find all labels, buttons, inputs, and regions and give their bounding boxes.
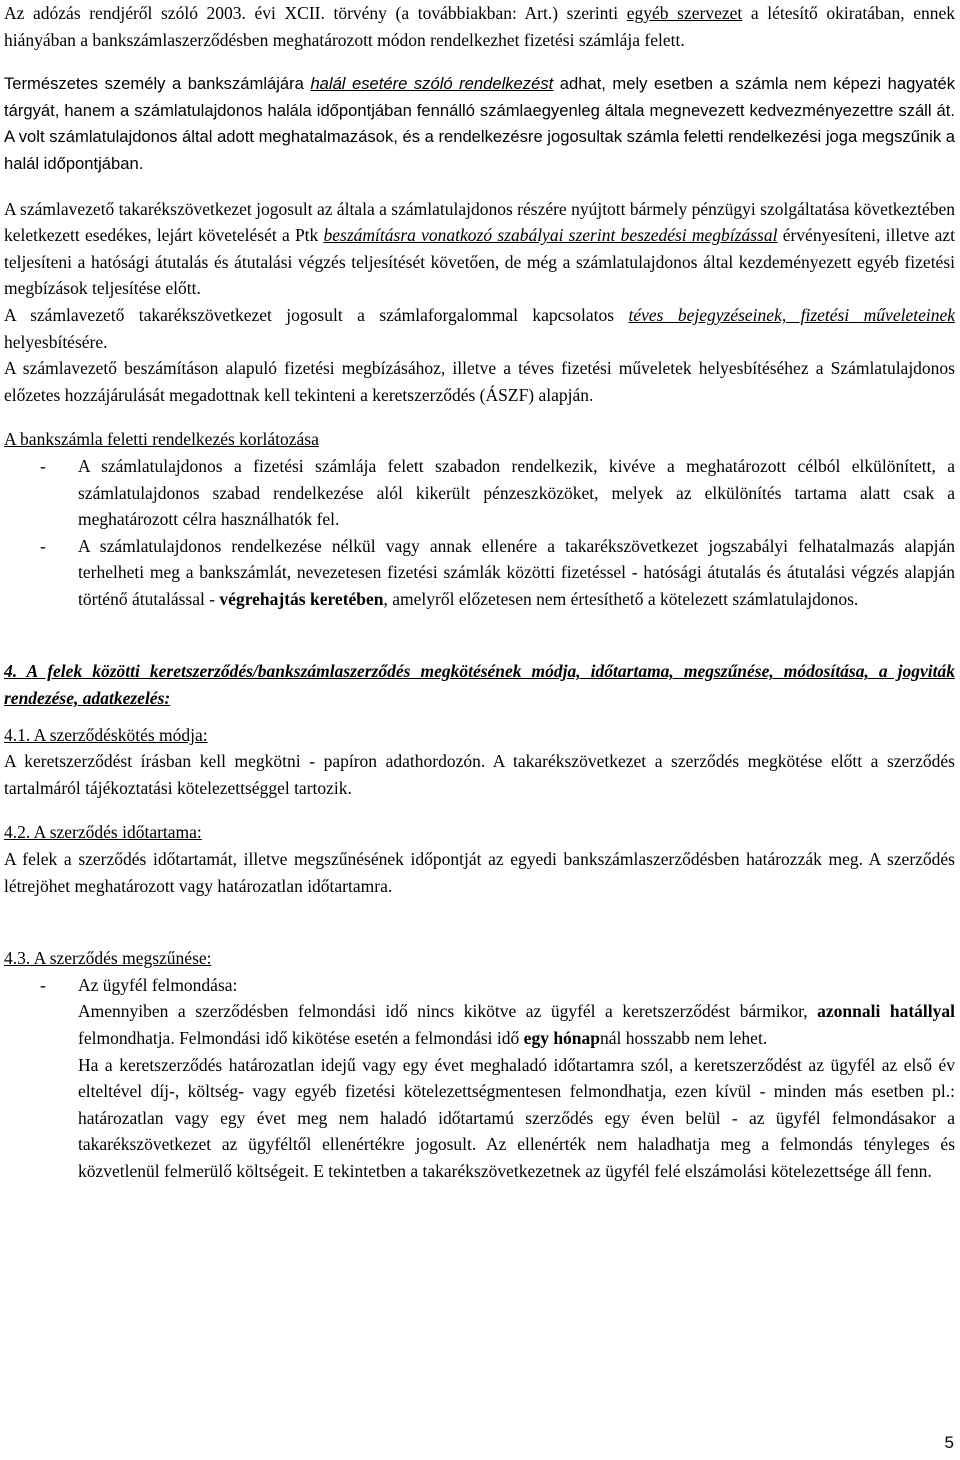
section-4-1-text: A keretszerződést írásban kell megkötni - papíron adathordozón. A takarékszövetkezet a szerződés megkötése előtt a szerződés tartalmáról tájékoztatási kötelezettséggel tartozik.	[4, 751, 955, 798]
restriction-title: A bankszámla feletti rendelkezés korlátozása	[4, 429, 319, 450]
section-4-3-title: 4.3. A szerződés megszűnése:	[4, 948, 212, 969]
intro-paragraph: Az adózás rendjéről szóló 2003. évi XCII. törvény (a továbbiakban: Art.) szerinti egyéb szervezet a létesítő okiratában, ennek hiányában a bankszámlaszerződésben meghatározott módon rendelkezhet fizetési számlája felett.	[4, 3, 956, 50]
section-4-1-title: 4.1. A szerződéskötés módja:	[4, 724, 208, 745]
death-provision-paragraph: Természetes személy a bankszámlájára halál esetére szóló rendelkezést adhat, mely esetben a számla nem képezi hagyaték tárgyát, hanem a számlatulajdonos halála időpontjában fennálló számlaegyenleg általa megnevezett kedvezményezettre száll át. A volt számlatulajdonos által adott meghatalmazások, és a rendelkezésre jogosultak számla feletti rendelkezési joga megszűnik a halál időpontjában.	[4, 74, 955, 173]
one-month-term: egy hónap	[523, 1028, 601, 1048]
setoff-paragraph: A számlavezető takarékszövetkezet jogosult az általa a számlatulajdonos részére nyújtott bármely pénzügyi szolgáltatása következtében keletkezett esedékes, lejárt követelését a Ptk beszámításra vonatkozó szabályai szerint beszedési megbízással érvényesíteni, illetve azt teljesíteni a hatósági átutalás és átutalási végzés teljesítését követően, de még a számlatulajdonos által kezdeményezett egyéb fizetési megbízások teljesítése előtt.	[4, 198, 955, 299]
dash-bullet: -	[40, 535, 46, 556]
immediate-effect-term: azonnali hatállyal	[817, 1001, 955, 1022]
restriction-item-2: - A számlatulajdonos rendelkezése nélkül vagy annak ellenére a takarékszövetkezet jogszabályi felhatalmazás alapján terhelheti meg a bankszámlát, nevezetesen fizetési számlák közötti fizetéssel - hatósági átutalás és átutalási végzés alapján történő átutalással - végrehajtás keretében, amelyről előzetesen nem értesíthető a kötelezett számlatulajdonos.	[4, 533, 955, 613]
document-page	[4, 0, 955, 1185]
termination-details	[4, 998, 955, 1184]
termination-item-label: Az ügyfél felmondása:	[78, 974, 238, 995]
section-4-heading: 4. A felek közötti keretszerződés/bankszámlaszerződés megkötésének módja, időtartama, megszűnése, módosítása, a jogviták rendezése, adatkezelés:	[4, 661, 955, 709]
termination-item	[4, 972, 955, 999]
setoff-rules-term: beszámításra vonatkozó szabályai szerint beszedési megbízással	[323, 225, 778, 246]
erroneous-entries-term: téves bejegyzéseinek, fizetési műveleteinek	[628, 304, 955, 325]
dash-bullet: -	[40, 455, 46, 476]
indefinite-contract-paragraph: Ha a keretszerződés határozatlan idejű vagy egy évet meghaladó időtartamra szól, a keretszerződést az ügyfél az első év elteltével díj-, költség- vagy egyéb fizetési kötelezettségmentesen felmondhatja, ezen kívül - minden más esetben pl.: határozatlan vagy egy évet meg nem haladó időtartamú szerződés egy éven belül - az ügyfél felmondásakor a takarékszövetkezet az ügyféltől ellenértékre jogosult. Az ellenérték nem haladhatja meg a felmondás tényleges és közvetlenül felmerülő költségeit. E tekintetben a takarékszövetkezetnek az ügyfél felé elszámolási kötelezettsége áll fenn.	[78, 1054, 955, 1181]
death-provision-term: halál esetére szóló rendelkezést	[310, 74, 554, 94]
correction-paragraph: A számlavezető takarékszövetkezet jogosult a számlaforgalommal kapcsolatos téves bejegyzéseinek, fizetési műveleteinek helyesbítésére.	[4, 304, 955, 352]
section-4-2-text: A felek a szerződés időtartamát, illetve megszűnésének időpontját az egyedi bankszámlaszerződésben határozzák meg. A szerződés létrejöhet meghatározott vagy határozatlan időtartamra.	[4, 849, 955, 896]
restriction-item-1: - A számlatulajdonos a fizetési számlája felett szabadon rendelkezik, kivéve a meghatározott célból elkülönített, a számlatulajdonos szabad rendelkezése alól kikerült pénzeszközöket, melyek az elkülönítés tartama alatt csak a meghatározott célra használhatók fel.	[4, 453, 955, 533]
dash-bullet: -	[40, 974, 46, 995]
page-number: 5	[944, 1433, 954, 1452]
other-organization-term: egyéb szervezet	[626, 3, 743, 23]
consent-paragraph: A számlavezető beszámításon alapuló fizetési megbízásához, illetve a téves fizetési műveletek helyesbítéséhez a Számlatulajdonos előzetes hozzájárulását megadottnak kell tekinteni a keretszerződés (ÁSZF) alapján.	[4, 358, 955, 405]
section-4-2-title: 4.2. A szerződés időtartama:	[4, 822, 202, 843]
notice-period-paragraph: Amennyiben a szerződésben felmondási idő nincs kikötve az ügyfél a keretszerződést bármikor, azonnali hatállyal felmondhatja. Felmondási idő kikötése esetén a felmondási idő egy hónapnál hosszabb nem lehet.	[78, 1001, 955, 1048]
enforcement-term: végrehajtás keretében	[219, 588, 384, 609]
